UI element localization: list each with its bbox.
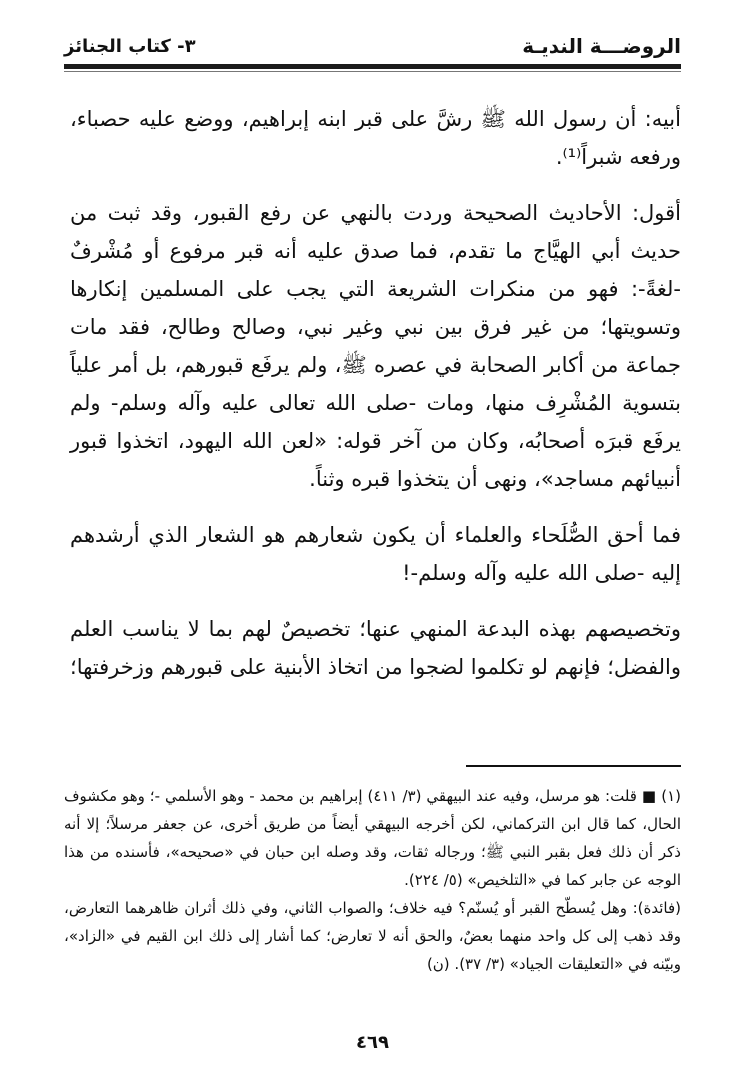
running-header [64, 32, 681, 64]
footnotes [64, 782, 681, 978]
paragraph-3: فما أحق الصُّلَحاء والعلماء أن يكون شعارهم هو الشعار الذي أرشدهم إليه -صلى الله عليه وآله وسلم-! [70, 523, 681, 585]
page-number: ٤٦٩ [356, 1032, 389, 1053]
paragraph-4: وتخصيصهم بهذه البدعة المنهي عنها؛ تخصيصٌ لهم بما لا يناسب العلم والفضل؛ فإنهم لو تكلموا لضجوا من اتخاذ الأبنية على قبورهم وزخرفتها؛ [70, 617, 681, 679]
chapter-title: ٣- كتاب الجنائز [64, 36, 196, 57]
footnote-1: (١) ■ قلت: هو مرسل، وفيه عند البيهقي (٣/ ٤١١) إبراهيم بن محمد - وهو الأسلمي -؛ وهو مكشوف الحال، كما قال ابن التركماني، لكن أخرجه البيهقي أيضاً من طريق أخرى، عن جعفر مرسلاً؛ إلا أنه ذكر أن ذلك فعل بقبر النبي ﷺ؛ ورجاله ثقات، وقد وصله ابن حبان في «صحيحه»، فأسنده من هذا الوجه عن جابر كما في «التلخيص» (٥/ ٢٢٤). [64, 787, 682, 889]
paragraph-1: أبيه: أن رسول الله ﷺ رشَّ على قبر ابنه إبراهيم، ووضع عليه حصباء، ورفعه شبراً⁽¹⁾. [70, 107, 681, 169]
footnote-benefit: (فائدة): وهل يُسطّح القبر أو يُسنّم؟ فيه خلاف؛ والصواب الثاني، وفي ذلك أثران ظاهرهما التعارض، وقد ذهب إلى كل واحد منهما بعضٌ، والحق أنه لا تعارض؛ كما أشار إلى ذلك ابن القيم في «الزاد»، وبيّنه في «التعليقات الجياد» (٣/ ٣٧). (ن) [64, 899, 681, 973]
header-rule-thin [64, 71, 681, 72]
main-text [70, 100, 681, 686]
paragraph-2: أقول: الأحاديث الصحيحة وردت بالنهي عن رفع القبور، وقد ثبت من حديث أبي الهيَّاج ما تقدم، فما صدق عليه أنه قبر مرفوع أو مُشْرفٌ -لغةً-: فهو من منكرات الشريعة التي يجب على المسلمين إنكارها وتسويتها؛ من غير فرق بين نبي وغير نبي، وصالح وطالح، فقد مات جماعة من أكابر الصحابة في عصره ﷺ، ولم يرفَع قبورهم، بل أمر علياً بتسوية المُشْرِف منها، ومات -صلى الله تعالى عليه وآله وسلم- ولم يرفَع قبرَه أصحابُه، وكان من آخر قوله: «لعن الله اليهود، اتخذوا قبور أنبيائهم مساجد»، ونهى أن يتخذوا قبره وثناً. [70, 201, 681, 491]
book-title: الروضـــة النديـة [522, 34, 681, 58]
footnote-rule [466, 765, 681, 767]
header-rule [64, 64, 681, 69]
